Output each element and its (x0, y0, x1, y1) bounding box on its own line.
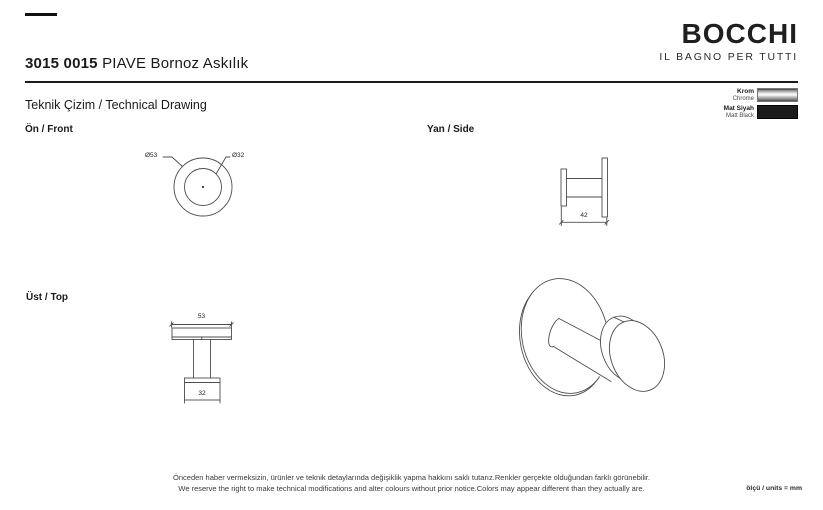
dim-label-top-knob: 32 (198, 390, 206, 397)
footer-note-en: We reserve the right to make technical modifications and alter colours without prior notice.Colors may appear different than they actually are. (178, 483, 645, 493)
dim-label-front-inner: Ø32 (232, 152, 245, 159)
brand-tagline: IL BAGNO PER TUTTI (659, 51, 798, 63)
view-label-front: Ön / Front (25, 124, 73, 135)
side-knob-face (561, 169, 567, 206)
footer-notes (0, 473, 823, 495)
finish-label-matt-black: Mat Siyah Matt Black (723, 105, 754, 119)
view-label-side: Yan / Side (427, 124, 475, 135)
dim-label-front-outer: Ø53 (145, 152, 158, 159)
isometric-drawing (509, 270, 674, 404)
footer-note-tr: Önceden haber vermeksizin, ürünler ve teknik detaylarında değişiklik yapma hakkını saklı tutarız.Renkler gerçekte olduğundan farklı görünebilir. (173, 473, 650, 482)
product-code: 3015 0015 (25, 55, 98, 72)
dim-label-top-width: 53 (197, 313, 206, 320)
units-label: ölçü / units = mm (746, 485, 802, 492)
view-label-top: Üst / Top (26, 292, 69, 303)
leader-line-outer (163, 157, 183, 167)
front-center-dot (202, 186, 204, 188)
brand-logo: BOCCHI (681, 18, 798, 49)
front-view-drawing (163, 157, 232, 216)
section-title: Teknik Çizim / Technical Drawing (25, 98, 207, 112)
side-wall-plate (602, 158, 608, 217)
finish-label-chrome: Krom Chrome (732, 88, 754, 102)
product-name: PIAVE Bornoz Askılık (102, 55, 249, 72)
dim-label-side-depth: 42 (580, 212, 588, 219)
